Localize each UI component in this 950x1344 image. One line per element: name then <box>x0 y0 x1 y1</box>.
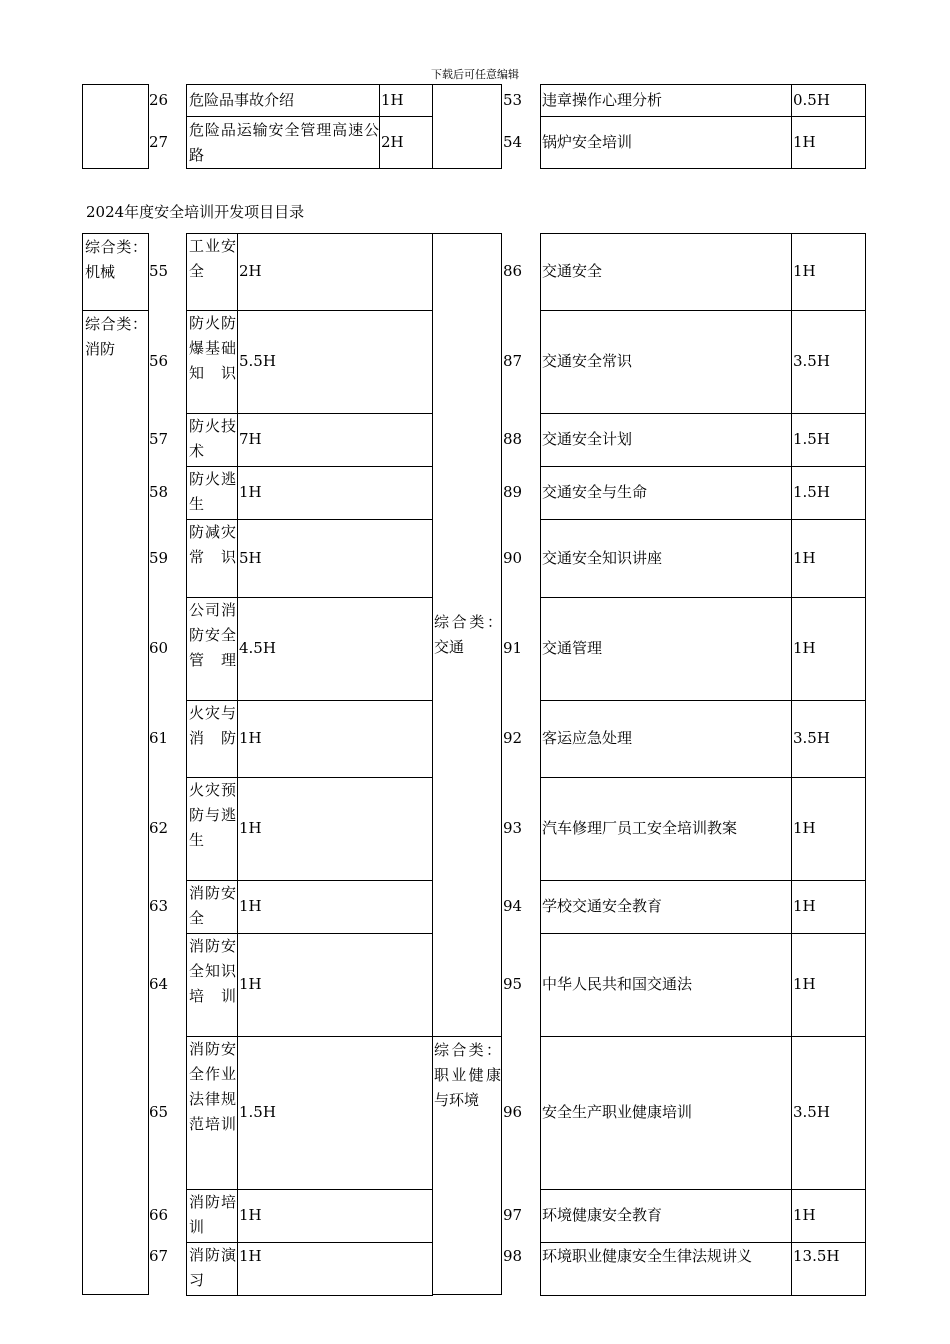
item-name: 交通安全常识 <box>542 352 633 370</box>
item-number: 53 <box>503 91 523 109</box>
category-label-traffic: 综合类：交通 <box>434 613 502 656</box>
item-name: 违章操作心理分析 <box>542 91 663 109</box>
item-name: 危险品事故介绍 <box>189 91 295 109</box>
item-number: 55 <box>149 262 169 280</box>
item-name: 火灾预防与逃生 <box>189 781 236 849</box>
category-cell-fire <box>82 310 149 1295</box>
item-number: 91 <box>503 639 523 657</box>
item-name: 交通安全与生命 <box>542 483 648 501</box>
item-hours: 1H <box>793 548 816 567</box>
item-number: 60 <box>149 639 169 657</box>
item-hours: 4.5H <box>239 639 276 657</box>
item-number: 93 <box>503 819 523 837</box>
item-name: 消防安全知识培训 <box>189 937 236 1005</box>
item-number: 95 <box>503 975 523 993</box>
item-hours: 1H <box>239 483 262 501</box>
item-hours: 1H <box>381 91 404 109</box>
item-hours: 1H <box>239 819 262 837</box>
item-hours: 1H <box>239 1247 262 1265</box>
hours-cell <box>237 933 433 1037</box>
item-name: 防减灾常识 <box>189 523 236 566</box>
item-name: 交通安全知识讲座 <box>542 548 663 567</box>
item-number: 26 <box>149 91 169 109</box>
item-hours: 1H <box>793 133 816 151</box>
item-hours: 1H <box>239 729 262 747</box>
item-name: 工业安全 <box>189 237 236 280</box>
hours-cell <box>237 1189 433 1243</box>
item-name: 消防安全作业法律规范培训 <box>189 1040 236 1133</box>
item-name: 危险品运输安全管理高速公路 <box>189 121 379 164</box>
item-number: 98 <box>503 1247 523 1265</box>
item-hours: 1H <box>793 819 816 837</box>
item-name: 消防演习 <box>189 1246 236 1289</box>
item-hours: 1.5H <box>239 1103 276 1121</box>
item-name: 防火逃生 <box>189 470 236 513</box>
item-hours: 3.5H <box>793 1103 830 1121</box>
item-number: 61 <box>149 729 169 747</box>
hours-cell <box>237 466 433 520</box>
hours-cell <box>237 880 433 934</box>
item-number: 67 <box>149 1247 169 1265</box>
item-number: 59 <box>149 548 169 567</box>
item-number: 97 <box>503 1206 523 1224</box>
item-name: 学校交通安全教育 <box>542 897 663 915</box>
item-number: 65 <box>149 1103 169 1121</box>
item-number: 96 <box>503 1103 523 1121</box>
category-label-fire: 综合类：消防 <box>85 315 147 358</box>
item-hours: 5H <box>239 548 262 567</box>
item-number: 88 <box>503 430 523 448</box>
item-name: 环境健康安全教育 <box>542 1206 663 1224</box>
item-name: 锅炉安全培训 <box>542 133 633 151</box>
item-name: 交通安全计划 <box>542 430 633 448</box>
item-hours: 1H <box>793 639 816 657</box>
hours-cell <box>237 777 433 881</box>
item-number: 64 <box>149 975 169 993</box>
item-hours: 1H <box>793 975 816 993</box>
item-name: 消防安全 <box>189 884 236 927</box>
item-name: 消防培训 <box>189 1193 236 1236</box>
hours-cell <box>237 519 433 598</box>
top-mid-category-cell <box>432 84 502 169</box>
item-name: 公司消防安全管理 <box>189 601 236 669</box>
item-name: 客运应急处理 <box>542 729 633 747</box>
item-number: 54 <box>503 133 523 151</box>
item-hours: 1H <box>239 897 262 915</box>
top-category-cell <box>82 84 149 169</box>
item-hours: 3.5H <box>793 729 830 747</box>
item-name: 防火防爆基础知识 <box>189 314 236 382</box>
item-number: 63 <box>149 897 169 915</box>
hours-cell <box>237 700 433 778</box>
item-hours: 1H <box>239 975 262 993</box>
item-name: 中华人民共和国交通法 <box>542 975 693 993</box>
item-name: 交通安全 <box>542 262 603 280</box>
section-title: 2024年度安全培训开发项目目录 <box>86 203 305 221</box>
item-number: 86 <box>503 262 523 280</box>
item-number: 56 <box>149 352 169 370</box>
item-hours: 1H <box>793 897 816 915</box>
item-hours: 0.5H <box>793 91 830 109</box>
item-name: 安全生产职业健康培训 <box>542 1103 693 1121</box>
item-hours: 1H <box>793 262 816 280</box>
header-note: 下载后可任意编辑 <box>431 68 519 81</box>
hours-cell <box>237 413 433 467</box>
item-hours: 1H <box>239 1206 262 1224</box>
item-name: 汽车修理厂员工安全培训教案 <box>542 819 738 837</box>
item-name: 防火技术 <box>189 417 236 460</box>
category-label-health: 综合类：职业健康与环境 <box>434 1041 501 1109</box>
item-hours: 13.5H <box>793 1247 840 1265</box>
item-name: 交通管理 <box>542 639 603 657</box>
item-name: 环境职业健康安全生律法规讲义 <box>542 1247 753 1265</box>
item-number: 27 <box>149 133 169 151</box>
hours-cell <box>237 233 433 311</box>
item-hours: 2H <box>239 262 262 280</box>
hours-cell <box>237 1242 433 1296</box>
item-hours: 3.5H <box>793 352 830 370</box>
item-hours: 7H <box>239 430 262 448</box>
category-wrap <box>432 233 502 1037</box>
item-number: 58 <box>149 483 169 501</box>
item-hours: 5.5H <box>239 352 276 370</box>
item-name: 火灾与消防 <box>189 704 236 747</box>
item-hours: 2H <box>381 133 404 151</box>
item-number: 94 <box>503 897 523 915</box>
item-hours: 1.5H <box>793 430 830 448</box>
item-number: 90 <box>503 548 523 567</box>
item-number: 62 <box>149 819 169 837</box>
item-number: 92 <box>503 729 523 747</box>
item-hours: 1H <box>793 1206 816 1224</box>
category-label-mechanical: 综合类：机械 <box>85 238 147 281</box>
item-number: 87 <box>503 352 523 370</box>
item-number: 66 <box>149 1206 169 1224</box>
item-number: 57 <box>149 430 169 448</box>
item-number: 89 <box>503 483 523 501</box>
item-hours: 1.5H <box>793 483 830 501</box>
